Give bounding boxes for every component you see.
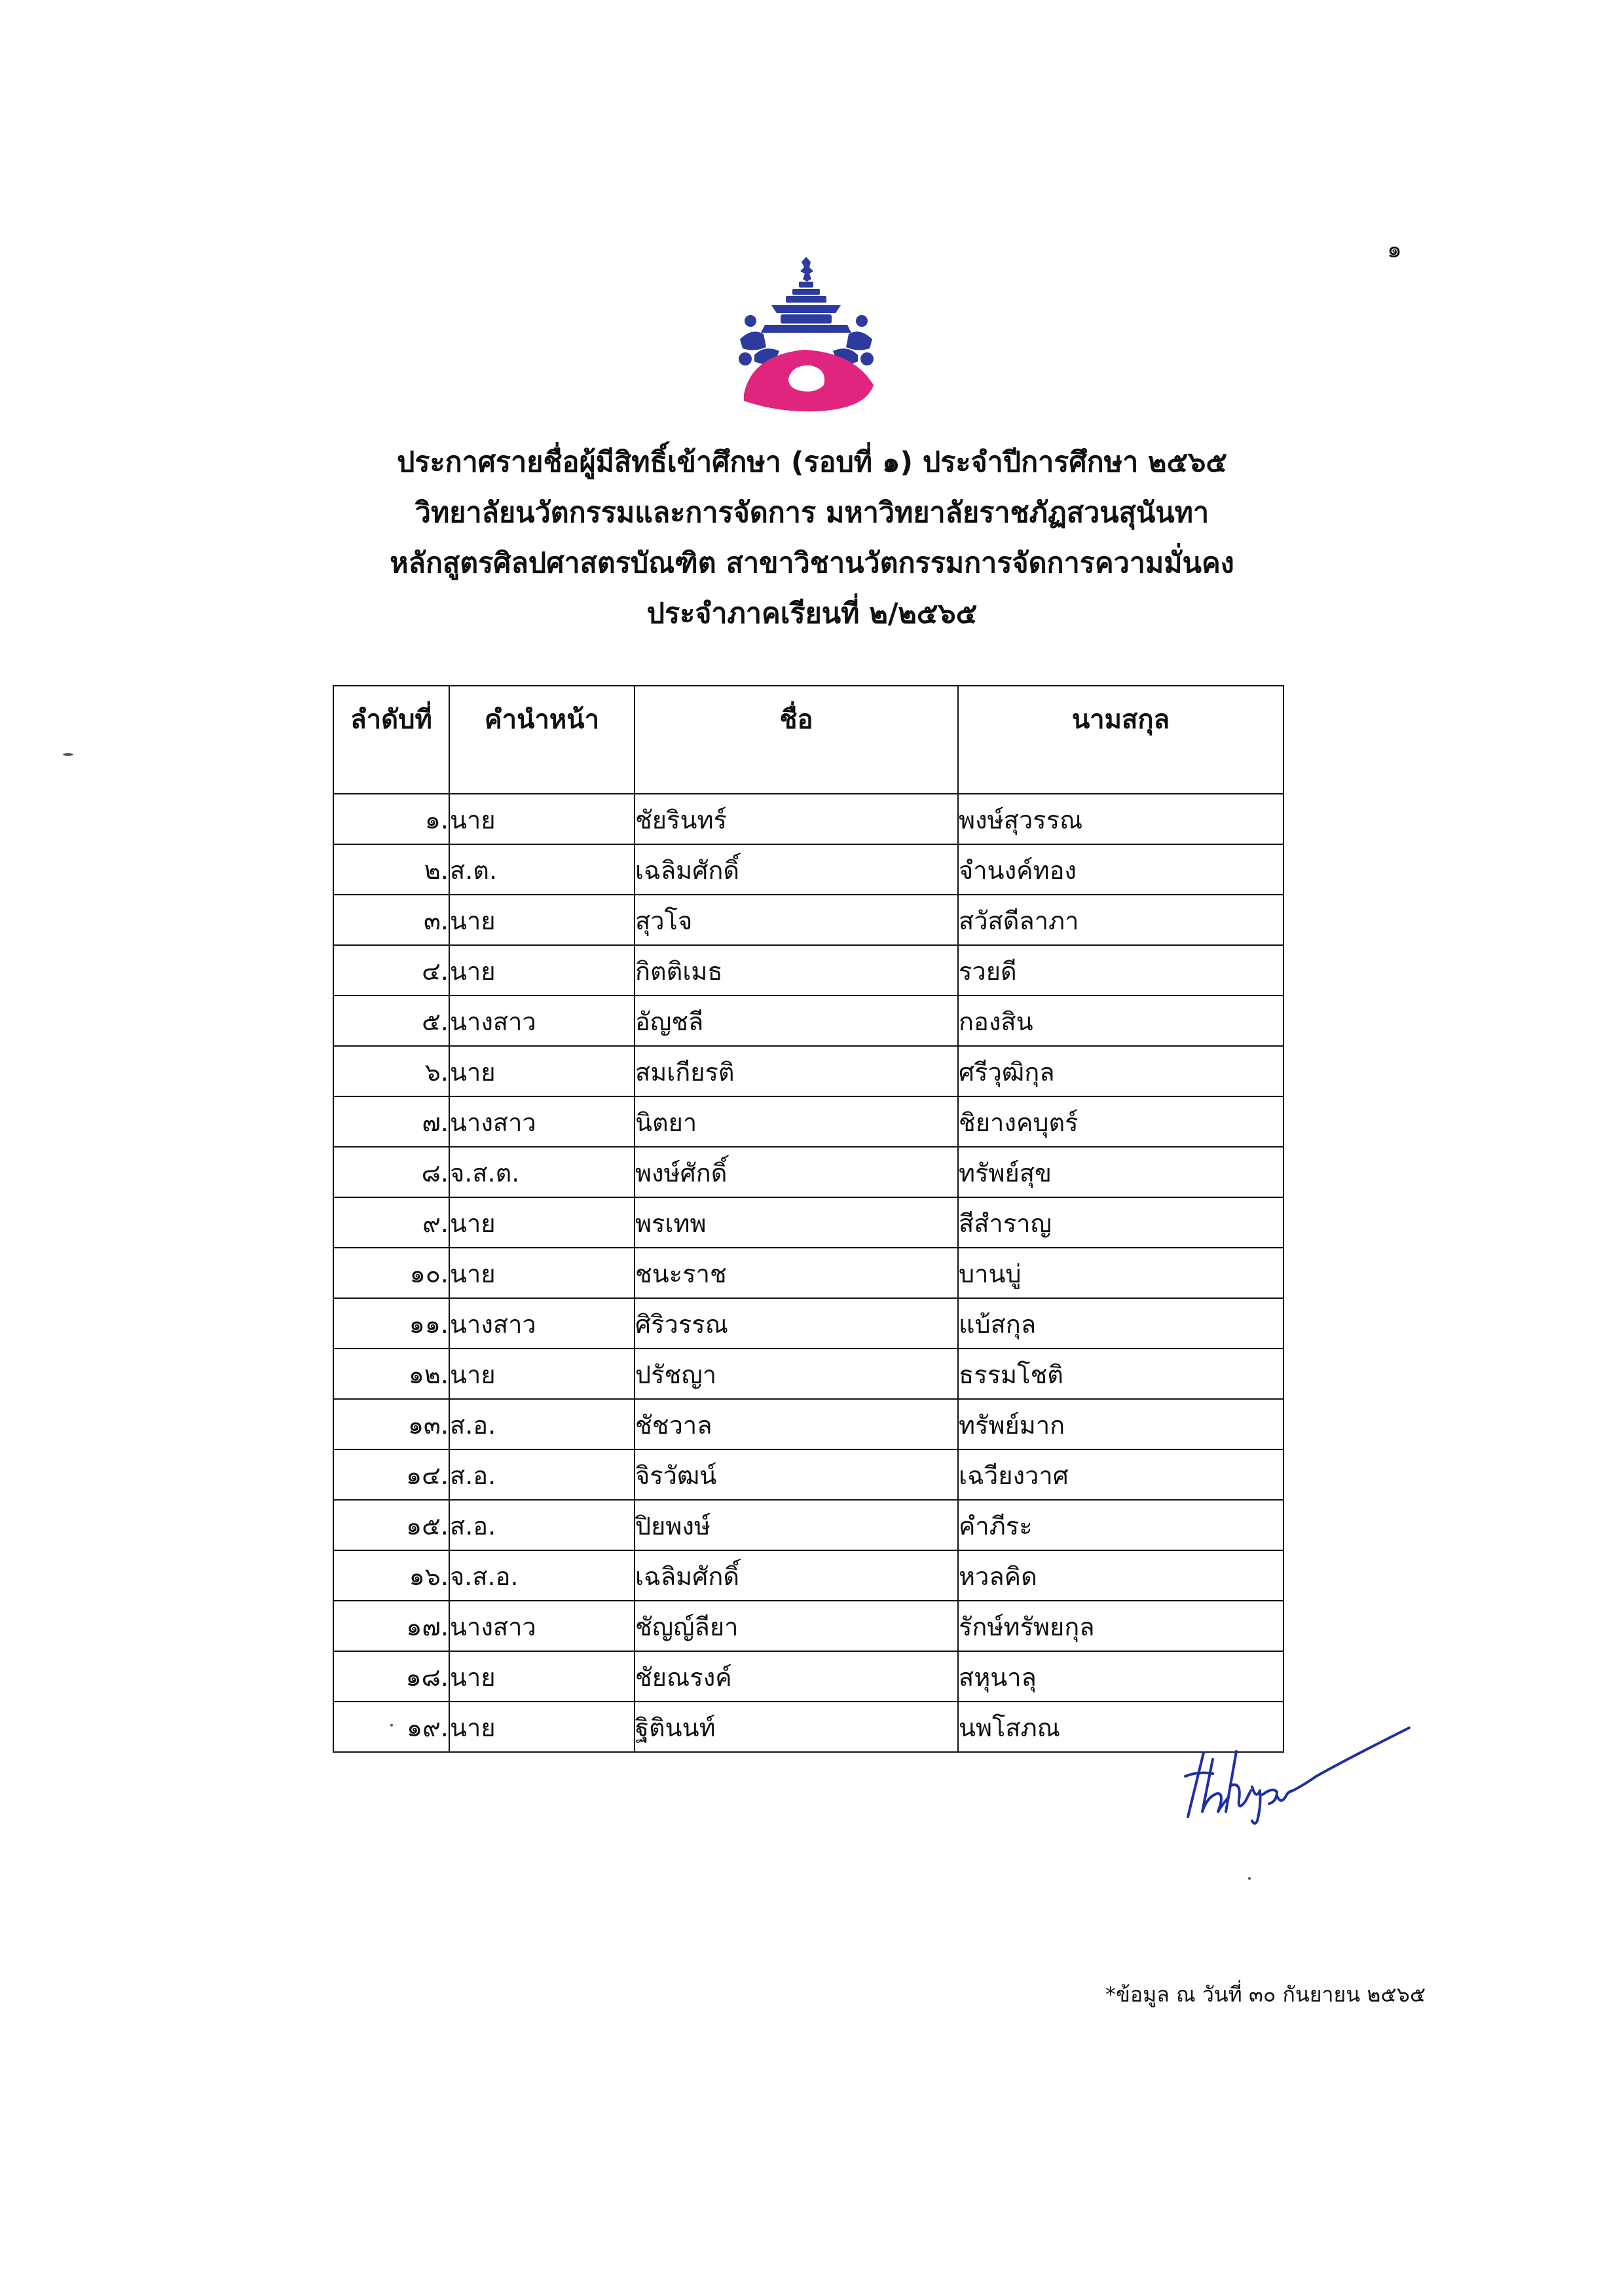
data-as-of-footnote: *ข้อมูล ณ วันที่ ๓๐ กันยายน ๒๕๖๕ bbox=[1105, 1982, 1426, 2007]
cell-first-name: ปิยพงษ์ bbox=[635, 1500, 958, 1550]
cell-last-name: รวยดี bbox=[958, 945, 1283, 996]
cell-order: ๑๑. bbox=[333, 1298, 449, 1349]
table-row bbox=[333, 1349, 1283, 1399]
cell-title: ส.อ. bbox=[449, 1399, 635, 1449]
cell-first-name: สมเกียรติ bbox=[635, 1046, 958, 1096]
cell-order: ๖. bbox=[333, 1046, 449, 1096]
table-row bbox=[333, 895, 1283, 945]
table-row bbox=[333, 945, 1283, 996]
university-emblem-logo bbox=[726, 257, 887, 417]
cell-title: ส.ต. bbox=[449, 844, 635, 895]
handwritten-signature bbox=[1179, 1713, 1414, 1825]
cell-last-name: ธรรมโชติ bbox=[958, 1349, 1283, 1399]
cell-title: จ.ส.อ. bbox=[449, 1550, 635, 1601]
cell-title: นางสาว bbox=[449, 1096, 635, 1147]
table-row bbox=[333, 794, 1283, 844]
cell-order: ๓. bbox=[333, 895, 449, 945]
admitted-students-table bbox=[333, 685, 1284, 1753]
cell-title: นาย bbox=[449, 794, 635, 844]
cell-first-name: พงษ์ศักดิ์ bbox=[635, 1147, 958, 1197]
cell-first-name: เฉลิมศักดิ์ bbox=[635, 844, 958, 895]
cell-order: ๑๐. bbox=[333, 1248, 449, 1298]
cell-last-name: พงษ์สุวรรณ bbox=[958, 794, 1283, 844]
cell-order: ๒. bbox=[333, 844, 449, 895]
cell-title: จ.ส.ต. bbox=[449, 1147, 635, 1197]
table-row bbox=[333, 996, 1283, 1046]
cell-last-name: นพโสภณ bbox=[958, 1702, 1283, 1752]
cell-order: ๔. bbox=[333, 945, 449, 996]
cell-first-name: อัญชลี bbox=[635, 996, 958, 1046]
cell-first-name: สุวโจ bbox=[635, 895, 958, 945]
table-row bbox=[333, 1449, 1283, 1500]
cell-first-name: ชนะราช bbox=[635, 1248, 958, 1298]
cell-first-name: จิรวัฒน์ bbox=[635, 1449, 958, 1500]
table-row bbox=[333, 1601, 1283, 1651]
cell-order: ๑๔. bbox=[333, 1449, 449, 1500]
cell-order: ๑๕. bbox=[333, 1500, 449, 1550]
header-last-name: นามสกุล bbox=[958, 686, 1283, 794]
cell-title: นาย bbox=[449, 1197, 635, 1248]
table-row bbox=[333, 1147, 1283, 1197]
cell-last-name: สหุนาลุ bbox=[958, 1651, 1283, 1702]
cell-title: นางสาว bbox=[449, 1298, 635, 1349]
table-body bbox=[333, 794, 1283, 1752]
heading-line-2: วิทยาลัยนวัตกรรมและการจัดการ มหาวิทยาลัยราชภัฏสวนสุนันทา bbox=[415, 496, 1209, 529]
table-row bbox=[333, 1298, 1283, 1349]
cell-last-name: บานบู่ bbox=[958, 1248, 1283, 1298]
cell-first-name: ชัยรินทร์ bbox=[635, 794, 958, 844]
cell-title: นาย bbox=[449, 1702, 635, 1752]
cell-last-name: รักษ์ทรัพยกุล bbox=[958, 1601, 1283, 1651]
heading-line-4: ประจำภาคเรียนที่ ๒/๒๕๖๕ bbox=[646, 597, 978, 630]
page-number: ๑ bbox=[1387, 236, 1402, 263]
cell-last-name: ทรัพย์มาก bbox=[958, 1399, 1283, 1449]
cell-first-name: พรเทพ bbox=[635, 1197, 958, 1248]
cell-title: ส.อ. bbox=[449, 1500, 635, 1550]
cell-last-name: กองสิน bbox=[958, 996, 1283, 1046]
table-row bbox=[333, 1046, 1283, 1096]
cell-first-name: นิตยา bbox=[635, 1096, 958, 1147]
cell-first-name: ปรัชญา bbox=[635, 1349, 958, 1399]
scan-speck bbox=[1248, 1877, 1251, 1880]
announcement-heading bbox=[0, 438, 1624, 639]
cell-first-name: ฐิตินนท์ bbox=[635, 1702, 958, 1752]
cell-title: นาย bbox=[449, 1651, 635, 1702]
cell-last-name: หวลคิด bbox=[958, 1550, 1283, 1601]
cell-order: ๕. bbox=[333, 996, 449, 1046]
heading-line-3: หลักสูตรศิลปศาสตรบัณฑิต สาขาวิชานวัตกรรมการจัดการความมั่นคง bbox=[390, 547, 1234, 580]
cell-first-name: ชัชวาล bbox=[635, 1399, 958, 1449]
table-row bbox=[333, 1550, 1283, 1601]
cell-last-name: สีสำราญ bbox=[958, 1197, 1283, 1248]
cell-order: ๗. bbox=[333, 1096, 449, 1147]
cell-last-name: คำภีระ bbox=[958, 1500, 1283, 1550]
cell-order: ๑๘. bbox=[333, 1651, 449, 1702]
cell-first-name: ชัญญ์ลียา bbox=[635, 1601, 958, 1651]
cell-last-name: ศรีวุฒิกุล bbox=[958, 1046, 1283, 1096]
cell-title: นาย bbox=[449, 945, 635, 996]
cell-title: นาย bbox=[449, 895, 635, 945]
cell-title: นาย bbox=[449, 1046, 635, 1096]
cell-order: ๑๒. bbox=[333, 1349, 449, 1399]
table-row bbox=[333, 844, 1283, 895]
header-first-name: ชื่อ bbox=[635, 686, 958, 794]
table-header-row bbox=[333, 686, 1283, 794]
cell-last-name: ทรัพย์สุข bbox=[958, 1147, 1283, 1197]
cell-title: นางสาว bbox=[449, 996, 635, 1046]
cell-title: นาย bbox=[449, 1349, 635, 1399]
table-row bbox=[333, 1399, 1283, 1449]
cell-order: ๙. bbox=[333, 1197, 449, 1248]
cell-title: นาย bbox=[449, 1248, 635, 1298]
table-row bbox=[333, 1248, 1283, 1298]
cell-title: นางสาว bbox=[449, 1601, 635, 1651]
cell-last-name: เฉวียงวาศ bbox=[958, 1449, 1283, 1500]
cell-first-name: ศิริวรรณ bbox=[635, 1298, 958, 1349]
table-row bbox=[333, 1096, 1283, 1147]
cell-order: ๘. bbox=[333, 1147, 449, 1197]
cell-last-name: จำนงค์ทอง bbox=[958, 844, 1283, 895]
cell-last-name: ชิยางคบุตร์ bbox=[958, 1096, 1283, 1147]
heading-line-1: ประกาศรายชื่อผู้มีสิทธิ์เข้าศึกษา (รอบที่ ๑) ประจำปีการศึกษา ๒๕๖๕ bbox=[397, 446, 1227, 479]
header-order: ลำดับที่ bbox=[333, 686, 449, 794]
cell-title: ส.อ. bbox=[449, 1449, 635, 1500]
cell-last-name: แบ้สกุล bbox=[958, 1298, 1283, 1349]
cell-order: ๑๗. bbox=[333, 1601, 449, 1651]
table-row bbox=[333, 1651, 1283, 1702]
header-title: คำนำหน้า bbox=[449, 686, 635, 794]
cell-first-name: ชัยณรงค์ bbox=[635, 1651, 958, 1702]
cell-first-name: เฉลิมศักดิ์ bbox=[635, 1550, 958, 1601]
scan-speck bbox=[390, 1724, 393, 1726]
cell-order: ๑๙. bbox=[333, 1702, 449, 1752]
cell-first-name: กิตติเมธ bbox=[635, 945, 958, 996]
cell-order: ๑. bbox=[333, 794, 449, 844]
cell-order: ๑๖. bbox=[333, 1550, 449, 1601]
cell-last-name: สวัสดีลาภา bbox=[958, 895, 1283, 945]
table-row bbox=[333, 1702, 1283, 1752]
cell-order: ๑๓. bbox=[333, 1399, 449, 1449]
table-row bbox=[333, 1500, 1283, 1550]
table-row bbox=[333, 1197, 1283, 1248]
scan-speck bbox=[63, 753, 73, 756]
